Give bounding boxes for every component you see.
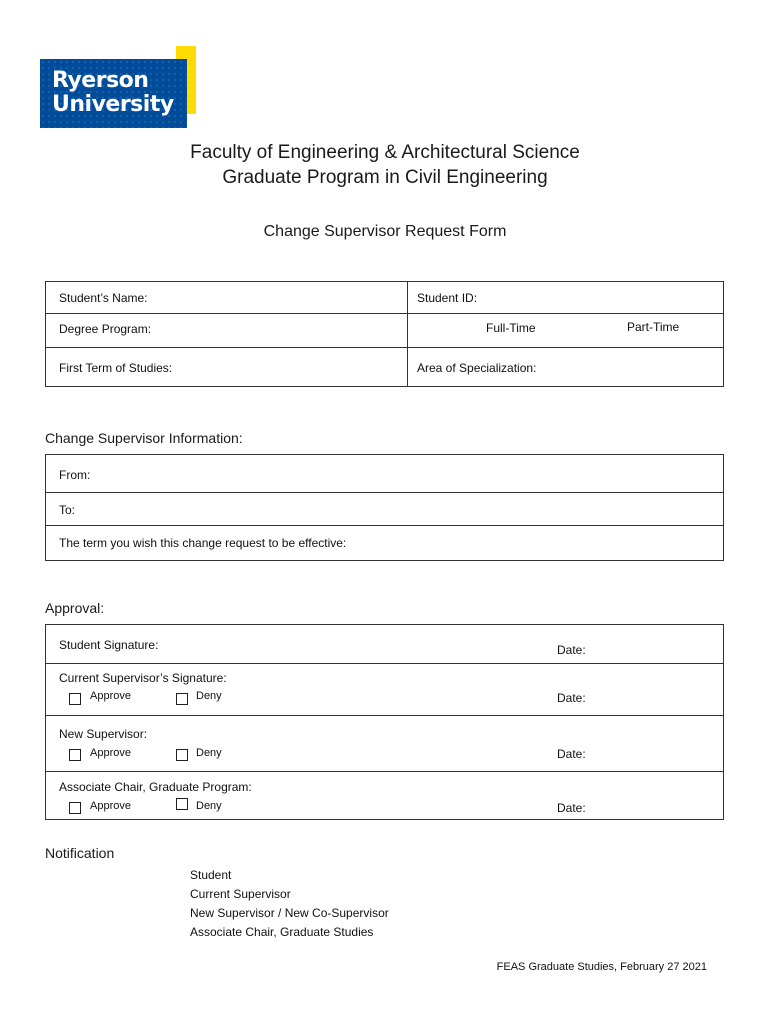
associate-chair-field[interactable]: Associate Chair, Graduate Program:: [59, 780, 252, 794]
current-supervisor-deny-checkbox[interactable]: [176, 693, 188, 705]
notification-heading: Notification: [45, 845, 115, 861]
notification-item: New Supervisor / New Co-Supervisor: [190, 906, 389, 920]
student-name-field[interactable]: Student’s Name:: [59, 291, 148, 305]
faculty-title: Faculty of Engineering & Architectural Science: [190, 142, 580, 163]
current-supervisor-approve-checkbox[interactable]: [69, 693, 81, 705]
deny-label: Deny: [196, 747, 222, 759]
change-supervisor-table: [45, 454, 724, 561]
student-info-table: [45, 281, 724, 387]
from-field[interactable]: From:: [59, 468, 91, 482]
notification-item: Student: [190, 868, 232, 882]
student-id-field[interactable]: Student ID:: [417, 291, 478, 305]
table-row: [46, 715, 723, 772]
specialization-field[interactable]: Area of Specialization:: [417, 361, 537, 375]
notification-item: Associate Chair, Graduate Studies: [190, 925, 374, 939]
first-term-field[interactable]: First Term of Studies:: [59, 361, 173, 375]
notification-item: Current Supervisor: [190, 887, 291, 901]
associate-chair-deny-checkbox[interactable]: [176, 798, 188, 810]
footer-note: FEAS Graduate Studies, February 27 2021: [496, 961, 707, 973]
column-divider: [407, 282, 408, 386]
table-row: [46, 771, 723, 820]
approve-label: Approve: [90, 747, 131, 759]
logo-line-1: Ryerson: [52, 68, 149, 93]
associate-chair-date-field[interactable]: Date:: [557, 801, 586, 815]
degree-program-label: Degree Program:: [59, 322, 152, 336]
approve-label: Approve: [90, 690, 131, 702]
deny-label: Deny: [196, 800, 222, 812]
new-supervisor-date-field[interactable]: Date:: [557, 747, 586, 761]
logo-line-2: University: [52, 92, 174, 117]
effective-term-field[interactable]: The term you wish this change request to be effective:: [59, 536, 347, 550]
new-supervisor-approve-checkbox[interactable]: [69, 749, 81, 761]
current-supervisor-date-field[interactable]: Date:: [557, 691, 586, 705]
approve-label: Approve: [90, 800, 131, 812]
part-time-option[interactable]: Part-Time: [627, 320, 680, 334]
student-date-field[interactable]: Date:: [557, 643, 586, 657]
approval-heading: Approval:: [45, 600, 105, 616]
student-signature-field[interactable]: Student Signature:: [59, 638, 159, 652]
form-title: Change Supervisor Request Form: [263, 223, 507, 240]
table-row: [46, 282, 723, 314]
to-field[interactable]: To:: [59, 503, 76, 517]
program-title: Graduate Program in Civil Engineering: [222, 167, 548, 188]
approval-table: [45, 624, 724, 820]
deny-label: Deny: [196, 690, 222, 702]
new-supervisor-deny-checkbox[interactable]: [176, 749, 188, 761]
new-supervisor-field[interactable]: New Supervisor:: [59, 727, 148, 741]
full-time-option[interactable]: Full-Time: [486, 321, 536, 335]
table-row: [46, 492, 723, 526]
change-supervisor-heading: Change Supervisor Information:: [45, 430, 243, 446]
table-row: [46, 455, 723, 493]
associate-chair-approve-checkbox[interactable]: [69, 802, 81, 814]
current-supervisor-signature-field[interactable]: Current Supervisor’s Signature:: [59, 671, 227, 685]
